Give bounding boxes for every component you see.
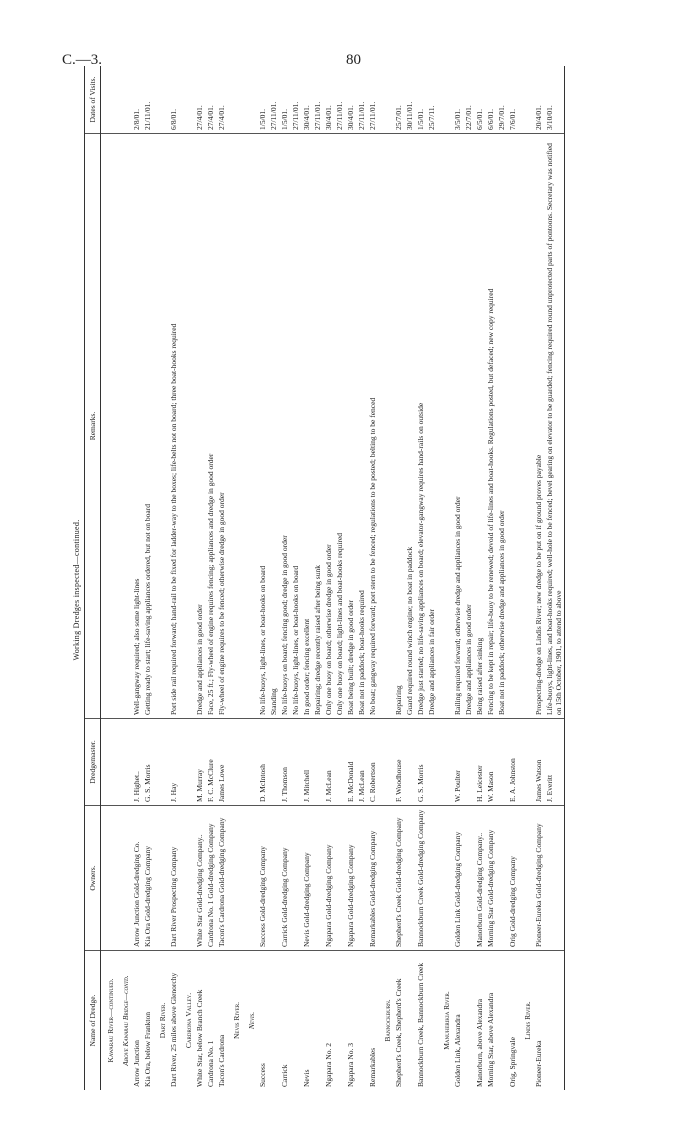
table-row (393, 66, 404, 1090)
table-row (290, 66, 301, 1090)
empty-cell (153, 719, 168, 806)
date-cell: 27/4/01. (194, 66, 205, 134)
remarks-cell: Face, 25 ft.; Fly-wheel of engine requires fencing; appliances and dredge in good order (205, 134, 216, 719)
empty-cell (378, 66, 393, 134)
dredge-name-cell: Shepherd's Creek, Shepherd's Creek (394, 978, 403, 1087)
date-cell: 27/11/01. (290, 66, 301, 134)
owner-cell: Shepherd's Creek Gold-dredging Company (393, 806, 404, 951)
dredge-name-cell: Bannockburn Creek, Bannockburn Creek (416, 962, 425, 1087)
dredgemaster-cell (312, 719, 323, 806)
owner-cell (356, 806, 367, 951)
dredgemaster-cell (290, 719, 301, 806)
date-cell: 2/8/01. (131, 66, 142, 134)
date-cell: 1/5/01. (257, 66, 268, 134)
empty-cell (101, 66, 117, 134)
empty-cell (179, 719, 194, 806)
table-row (463, 66, 474, 1090)
owner-cell (312, 806, 323, 951)
dredge-name-cell: Morning Star, above Alexandra (486, 992, 495, 1087)
empty-cell (378, 806, 393, 951)
dredgemaster-cell: J. Thomson (279, 719, 290, 806)
date-cell: 22/7/01. (463, 66, 474, 134)
empty-cell (116, 66, 131, 134)
remarks-cell: Fly-wheel of engine requires to be fenced; otherwise dredge in good order (216, 134, 227, 719)
date-cell: 30/4/01. (301, 66, 312, 134)
table-row (301, 66, 312, 1090)
document-reference: C.—3. (62, 52, 103, 68)
remarks-cell: Getting ready to start; life-saving appliances ordered, but not on board (142, 134, 153, 719)
remarks-cell: In good order; fencing excellent (301, 134, 312, 719)
subsection-row (242, 66, 257, 1090)
dredge-name-cell (544, 951, 565, 1091)
section-heading: Kawarau River—continued. (106, 978, 115, 1063)
date-cell: 3/10/01. (544, 66, 565, 134)
dredge-name-cell: Kia Ora, below Frankton (143, 1012, 152, 1087)
section-heading: Lindis River. (523, 1001, 532, 1040)
remarks-cell: Boat not in paddock; boat-hooks required (356, 134, 367, 719)
subsection-heading: Nevis. (247, 1011, 256, 1030)
dredgemaster-cell (496, 719, 507, 806)
empty-cell (518, 806, 533, 951)
dredgemaster-cell: J. Hay (168, 719, 179, 806)
date-cell: 30/4/01. (345, 66, 356, 134)
empty-cell (242, 806, 257, 951)
owner-cell: Tacon's Cardrona Gold-dredging Company (216, 806, 227, 951)
owner-cell: Pioneer-Eureka Gold-dredging Company (533, 806, 544, 951)
empty-cell (378, 719, 393, 806)
remarks-cell: No life-buoys, light-lines, or boat-hooks on board (257, 134, 268, 719)
date-cell: 27/4/01. (205, 66, 216, 134)
dredgemaster-cell: G. S. Morris (142, 719, 153, 806)
date-cell: 27/4/01. (216, 66, 227, 134)
owner-cell: Ngapara Gold-dredging Company (323, 806, 334, 951)
dredgemaster-cell: James Watson (533, 719, 544, 806)
section-row (179, 66, 194, 1090)
dredgemaster-cell: J. McLean (356, 719, 367, 806)
section-row (227, 66, 242, 1090)
date-cell: 1/5/01. (415, 66, 426, 134)
table-row (452, 66, 463, 1090)
col-dates-header: Dates of Visits. (85, 66, 101, 134)
table-row (345, 66, 356, 1090)
owner-cell (426, 806, 437, 951)
dredge-name-cell (290, 951, 301, 1091)
section-heading: Cardrona Valley. (184, 992, 193, 1049)
dredgemaster-cell: James Lowe (216, 719, 227, 806)
dredge-name-cell: Tacon's Cardrona (217, 1034, 226, 1087)
table-row (334, 66, 345, 1090)
date-cell: 6/5/01. (474, 66, 485, 134)
dredgemaster-cell: F. C. McClure (205, 719, 216, 806)
date-cell: 1/5/01. (279, 66, 290, 134)
owner-cell: Success Gold-dredging Company (257, 806, 268, 951)
remarks-cell: Only one buoy on board; light-lines and boat-hooks required (334, 134, 345, 719)
empty-cell (153, 806, 168, 951)
empty-cell (437, 719, 452, 806)
dredgemaster-cell: D. McIntosh (257, 719, 268, 806)
empty-cell (116, 719, 131, 806)
col-owners-header: Owners. (85, 806, 101, 951)
dredge-name-cell (312, 951, 323, 1091)
remarks-cell: Dredge just started; no life-saving appliances on board; elevator-gangway requires hand-rails on outside (415, 134, 426, 719)
owner-cell (544, 806, 565, 951)
dredge-name-cell: Success (258, 1063, 267, 1087)
owner-cell: Remarkables Gold-dredging Company (367, 806, 378, 951)
empty-cell (101, 719, 117, 806)
section-row (153, 66, 168, 1090)
remarks-cell (507, 134, 518, 719)
table-row (257, 66, 268, 1090)
dredge-name-cell: Arrow Junction (132, 1040, 141, 1087)
section-heading: Nevis River. (232, 1002, 241, 1039)
dredge-name-cell: White Star, below Branch Creek (195, 989, 204, 1087)
dredgemaster-cell: E. A. Johnston (507, 719, 518, 806)
empty-cell (437, 806, 452, 951)
remarks-cell: Repairing (393, 134, 404, 719)
dredge-name-cell (404, 951, 415, 1091)
section-row (437, 66, 452, 1090)
dredge-name-cell: Golden Link, Alexandra (453, 1014, 462, 1087)
remarks-cell: Repairing; dredge recently raised after being sunk (312, 134, 323, 719)
dredge-name-cell: Ngapara No. 3 (346, 1043, 355, 1087)
dredge-name-cell: Pioneer-Eureka (534, 1040, 543, 1087)
section-row (518, 66, 533, 1090)
empty-cell (437, 134, 452, 719)
empty-cell (242, 134, 257, 719)
owner-cell: Golden Link Gold-dredging Company (452, 806, 463, 951)
table-row (496, 66, 507, 1090)
owner-cell: Cardrona No. 1 Gold-dredging Company (205, 806, 216, 951)
dredgemaster-cell: C. Robertson (367, 719, 378, 806)
owner-cell (463, 806, 474, 951)
table-row (131, 66, 142, 1090)
dredgemaster-cell (268, 719, 279, 806)
owner-cell: Nevis Gold-dredging Company (301, 806, 312, 951)
empty-cell (378, 134, 393, 719)
owner-cell (334, 806, 345, 951)
empty-cell (101, 806, 117, 951)
page-number: 80 (346, 52, 361, 68)
date-cell: 29/7/01. (496, 66, 507, 134)
table-header-row (85, 66, 101, 1090)
dredgemaster-cell: J. Highet.. (131, 719, 142, 806)
dredgemaster-cell (463, 719, 474, 806)
date-cell: 27/11/01. (356, 66, 367, 134)
date-cell: 20/4/01. (533, 66, 544, 134)
date-cell: 30/4/01. (323, 66, 334, 134)
remarks-cell: Railing required forward; otherwise dredge and appliances in good order (452, 134, 463, 719)
empty-cell (153, 66, 168, 134)
table-row (544, 66, 565, 1090)
remarks-cell: Only one buoy on board; otherwise dredge in good order (323, 134, 334, 719)
owner-cell: Ngapara Gold-dredging Company (345, 806, 356, 951)
owner-cell: Morning Star Gold-dredging Company (485, 806, 496, 951)
owner-cell: Carrick Gold-dredging Company (279, 806, 290, 951)
remarks-cell: Boat being built; dredge in good order (345, 134, 356, 719)
empty-cell (153, 134, 168, 719)
col-remarks-header: Remarks. (85, 134, 101, 719)
dredgemaster-cell (334, 719, 345, 806)
section-row (101, 66, 117, 1090)
date-cell: 27/11/01. (268, 66, 279, 134)
dredgemaster-cell: M. Murray (194, 719, 205, 806)
remarks-cell: No life-buoys, light-lines, or boat-hooks on board (290, 134, 301, 719)
empty-cell (227, 134, 242, 719)
table-row (194, 66, 205, 1090)
table-body (101, 66, 565, 1090)
remarks-cell: Dredge and appliances in good order (194, 134, 205, 719)
empty-cell (242, 66, 257, 134)
dredgemaster-cell: J. Everitt (544, 719, 565, 806)
dredgemaster-cell: W. Poulter (452, 719, 463, 806)
table-row (415, 66, 426, 1090)
table-row (323, 66, 334, 1090)
remarks-cell: Dredge and appliances in good order (463, 134, 474, 719)
date-cell: 3/5/01. (452, 66, 463, 134)
owner-cell (496, 806, 507, 951)
dredge-name-cell: Ngapara No. 2 (324, 1043, 333, 1087)
owner-cell (404, 806, 415, 951)
dredgemaster-cell (426, 719, 437, 806)
empty-cell (179, 66, 194, 134)
date-cell: 25/7/01. (393, 66, 404, 134)
table-row (485, 66, 496, 1090)
date-cell: 30/11/01. (404, 66, 415, 134)
remarks-cell: Dredge and appliances in fair order (426, 134, 437, 719)
remarks-cell: Being raised after sinking (474, 134, 485, 719)
dredgemaster-cell: W. Mason (485, 719, 496, 806)
col-name-header: Name of Dredge. (85, 951, 101, 1091)
table-row (356, 66, 367, 1090)
empty-cell (179, 134, 194, 719)
dredge-name-cell: Manorburn, above Alexandra (475, 998, 484, 1087)
dredge-name-cell: Nevis (302, 1069, 311, 1087)
dredgemaster-cell: F. Woodhouse (393, 719, 404, 806)
empty-cell (227, 806, 242, 951)
dredge-name-cell: Carrick (280, 1064, 289, 1087)
table-row (205, 66, 216, 1090)
remarks-cell: Prospecting-dredge on Lindis River; new dredge to be put on if ground proves payable (533, 134, 544, 719)
empty-cell (179, 806, 194, 951)
empty-cell (116, 134, 131, 719)
dredge-name-cell (356, 951, 367, 1091)
date-cell: 27/11/01. (334, 66, 345, 134)
date-cell: 6/6/01. (485, 66, 496, 134)
owner-cell (290, 806, 301, 951)
dredge-name-cell: Dart River, 25 miles above Glenorchy (169, 972, 178, 1087)
dredge-name-cell: Remarkables (368, 1047, 377, 1087)
dredge-name-cell (334, 951, 345, 1091)
dredge-name-cell: Orig, Springvale (508, 1037, 517, 1087)
empty-cell (518, 66, 533, 134)
remarks-cell: Fencing to be kept in repair; life-buoy to be renewed; devoid of life-lines and boat-hooks. Regulations posted, but defaced; new copy required (485, 134, 496, 719)
subsection-heading: Above Kawarau Bridge—contd. (121, 975, 130, 1066)
owner-cell: Manorburn Gold-dredging Company.. (474, 806, 485, 951)
table-row (279, 66, 290, 1090)
dredge-name-cell: Cardrona No. 1 (206, 1040, 215, 1087)
date-cell: 7/6/01. (507, 66, 518, 134)
remarks-cell: Well-gangway required; also some light-lines (131, 134, 142, 719)
date-cell: 6/8/01. (168, 66, 179, 134)
table-row (268, 66, 279, 1090)
subsection-row (116, 66, 131, 1090)
section-heading: Dart River. (158, 1002, 167, 1039)
table-row (404, 66, 415, 1090)
dredge-name-cell (426, 951, 437, 1091)
table-row (474, 66, 485, 1090)
rotated-table-wrapper (72, 76, 622, 1090)
owner-cell: Kia Ora Gold-dredging Company (142, 806, 153, 951)
empty-cell (227, 719, 242, 806)
dredgemaster-cell: J. McLean (323, 719, 334, 806)
dredge-name-cell (268, 951, 279, 1091)
section-heading: Manuherikia River. (442, 991, 451, 1050)
date-cell: 27/11/01. (312, 66, 323, 134)
empty-cell (242, 719, 257, 806)
owner-cell: Orig Gold-dredging Company (507, 806, 518, 951)
owner-cell: White Star Gold-dredging Company.. (194, 806, 205, 951)
table-row (367, 66, 378, 1090)
empty-cell (437, 66, 452, 134)
remarks-cell: Life-buoys, light-lines, and boat-hooks required; well-hole to be fenced; bevel gearing on elevator to be guarded; fencing required round unprotected parts of pontoons. Secretary was notified on 15th October, 1901, to attend to above (544, 134, 565, 719)
remarks-cell: Boat not in paddock; otherwise dredge and appliances in good order (496, 134, 507, 719)
empty-cell (518, 134, 533, 719)
dredgemaster-cell: E. McDonald (345, 719, 356, 806)
dredgemaster-cell (404, 719, 415, 806)
section-heading: Bannockburn. (383, 999, 392, 1042)
remarks-cell: No boat; gangway required forward; port stern to be fenced; regulations to be posted; belting to be fenced (367, 134, 378, 719)
owner-cell (268, 806, 279, 951)
dredgemaster-cell: J. Mitchell (301, 719, 312, 806)
owner-cell: Dart River Prospecting Company (168, 806, 179, 951)
table-row (533, 66, 544, 1090)
dredge-name-cell (463, 951, 474, 1091)
table-row (216, 66, 227, 1090)
table-row (142, 66, 153, 1090)
date-cell: 21/11/01. (142, 66, 153, 134)
empty-cell (518, 719, 533, 806)
owner-cell: Arrow Junction Gold-dredging Co. (131, 806, 142, 951)
remarks-cell: No life-buoys on board; fencing good; dredge in good order (279, 134, 290, 719)
remarks-cell: Port side rail required forward; hand-rail to be fixed for ladder-way to the boxes; life-belts not on board; three boat-hooks required (168, 134, 179, 719)
empty-cell (116, 806, 131, 951)
dredgemaster-cell: G. S. Morris (415, 719, 426, 806)
dredges-table (84, 66, 565, 1090)
table-row (507, 66, 518, 1090)
table-row (312, 66, 323, 1090)
owner-cell: Bannockburn Creek Gold-dredging Company (415, 806, 426, 951)
table-row (426, 66, 437, 1090)
col-dredgemaster-header: Dredgemaster. (85, 719, 101, 806)
dredge-name-cell (496, 951, 507, 1091)
table-row (168, 66, 179, 1090)
empty-cell (101, 134, 117, 719)
table-title: Working Dredges inspected—continued. (72, 519, 81, 661)
remarks-cell: Guard required round winch engine; no boat in paddock (404, 134, 415, 719)
empty-cell (227, 66, 242, 134)
remarks-cell: Standing (268, 134, 279, 719)
date-cell: 27/11/01. (367, 66, 378, 134)
dredgemaster-cell: H. Leicester (474, 719, 485, 806)
section-row (378, 66, 393, 1090)
date-cell: 25/7/11. (426, 66, 437, 134)
